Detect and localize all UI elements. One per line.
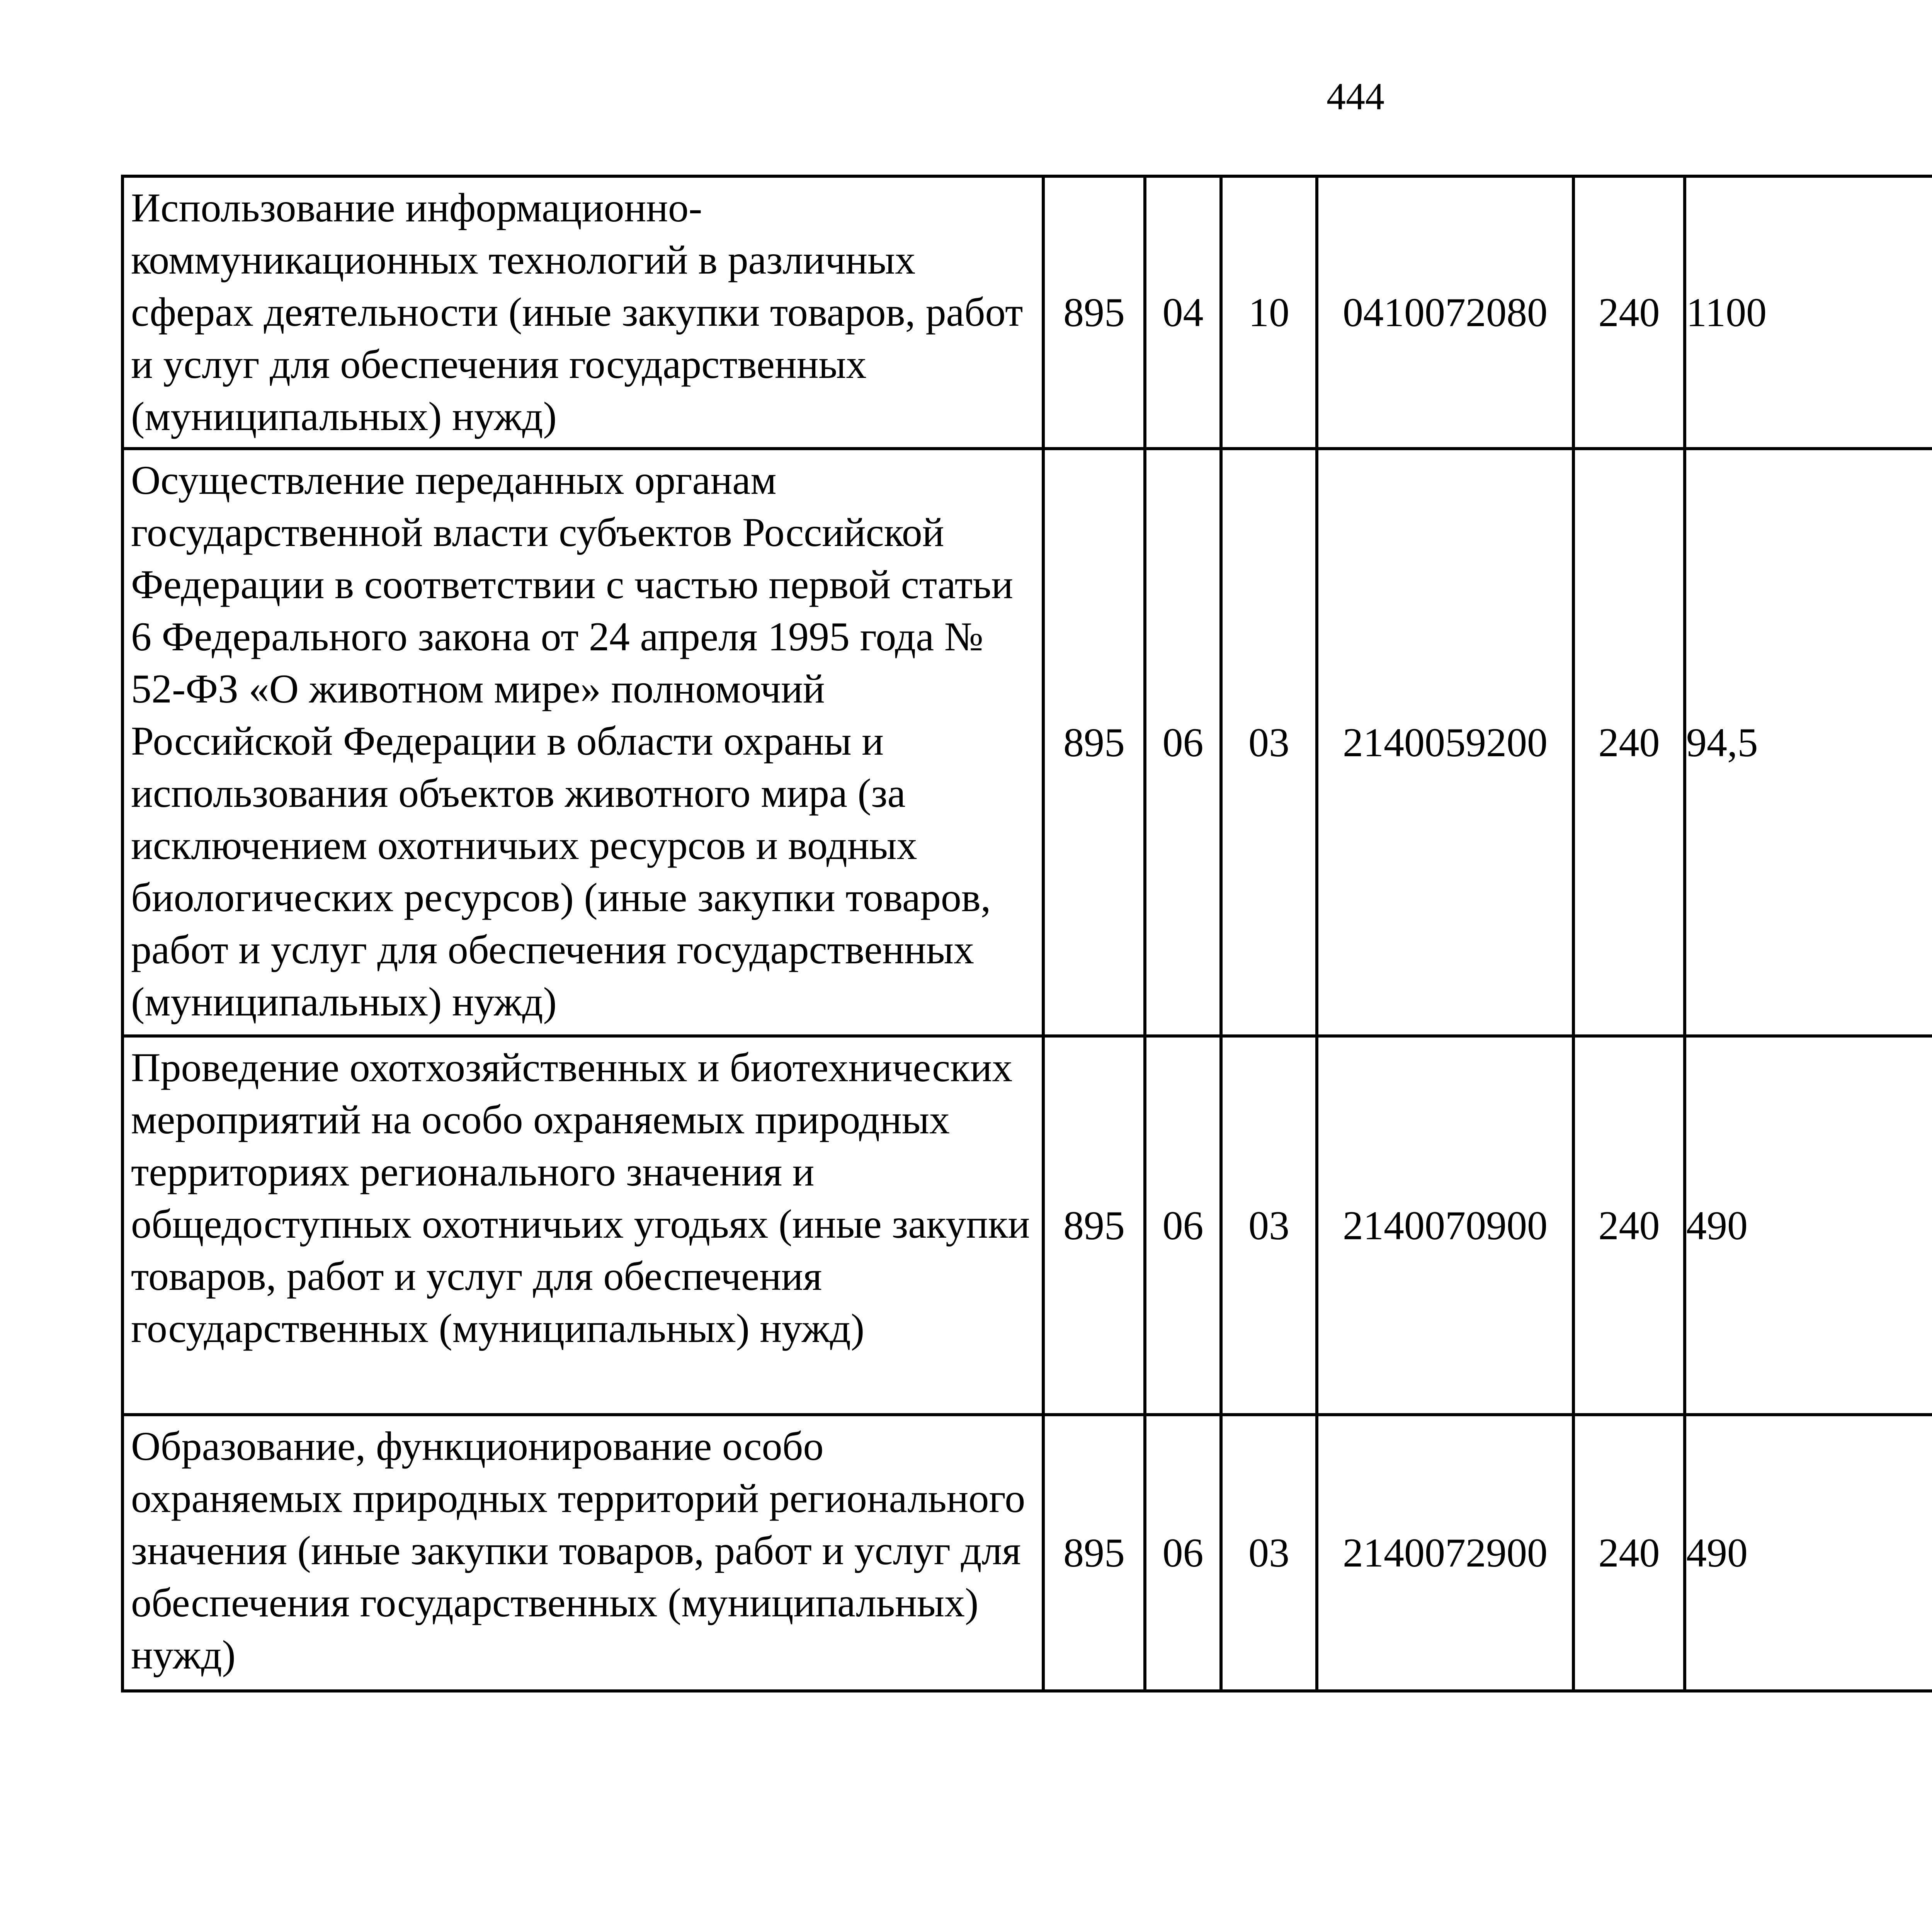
amount-year-1: 490 [1685, 1036, 1932, 1415]
subsection-code: 03 [1221, 1415, 1317, 1691]
expense-type-code: 240 [1573, 1415, 1685, 1691]
ministry-code: 895 [1043, 176, 1145, 449]
amount-year-1: 490 [1685, 1415, 1932, 1691]
target-article-code: 2140072900 [1317, 1415, 1573, 1691]
section-code: 06 [1145, 1415, 1221, 1691]
row-description: Осуществление переданных органам государственной власти субъектов Российской Федерации в соответствии с частью первой статьи 6 Федерального закона от 24 апреля 1995 года № 52-ФЗ «О животном мире» полномочий Российской Федерации в области охраны и использования объектов животного мира (за исключением охотничьих ресурсов и водных биологических ресурсов) (иные закупки товаров, работ и услуг для обеспечения государственных (муниципальных) нужд) [122, 449, 1043, 1036]
subsection-code: 10 [1221, 176, 1317, 449]
target-article-code: 2140059200 [1317, 449, 1573, 1036]
subsection-code: 03 [1221, 1036, 1317, 1415]
amount-year-1: 1100 [1685, 176, 1932, 449]
budget-table [121, 175, 1932, 1692]
section-code: 06 [1145, 449, 1221, 1036]
ministry-code: 895 [1043, 1036, 1145, 1415]
target-article-code: 0410072080 [1317, 176, 1573, 449]
expense-type-code: 240 [1573, 176, 1685, 449]
ministry-code: 895 [1043, 449, 1145, 1036]
table-row [122, 449, 1932, 1036]
section-code: 04 [1145, 176, 1221, 449]
table-row [122, 176, 1932, 449]
amount-year-1: 94,5 [1685, 449, 1932, 1036]
expense-type-code: 240 [1573, 1036, 1685, 1415]
row-description: Проведение охотхозяйственных и биотехнических мероприятий на особо охраняемых природных территориях регионального значения и общедоступных охотничьих угодьях (иные закупки товаров, работ и услуг для обеспечения государственных (муниципальных) нужд) [122, 1036, 1043, 1415]
section-code: 06 [1145, 1036, 1221, 1415]
page-number: 444 [1327, 75, 1384, 118]
row-description: Образование, функционирование особо охраняемых природных территорий регионального значения (иные закупки товаров, работ и услуг для обеспечения государственных (муниципальных) нужд) [122, 1415, 1043, 1691]
subsection-code: 03 [1221, 449, 1317, 1036]
target-article-code: 2140070900 [1317, 1036, 1573, 1415]
ministry-code: 895 [1043, 1415, 1145, 1691]
row-description: Использование информационно-коммуникационных технологий в различных сферах деятельности (иные закупки товаров, работ и услуг для обеспечения государственных (муниципальных) нужд) [122, 176, 1043, 449]
table-row [122, 1036, 1932, 1415]
expense-type-code: 240 [1573, 449, 1685, 1036]
table-row [122, 1415, 1932, 1691]
